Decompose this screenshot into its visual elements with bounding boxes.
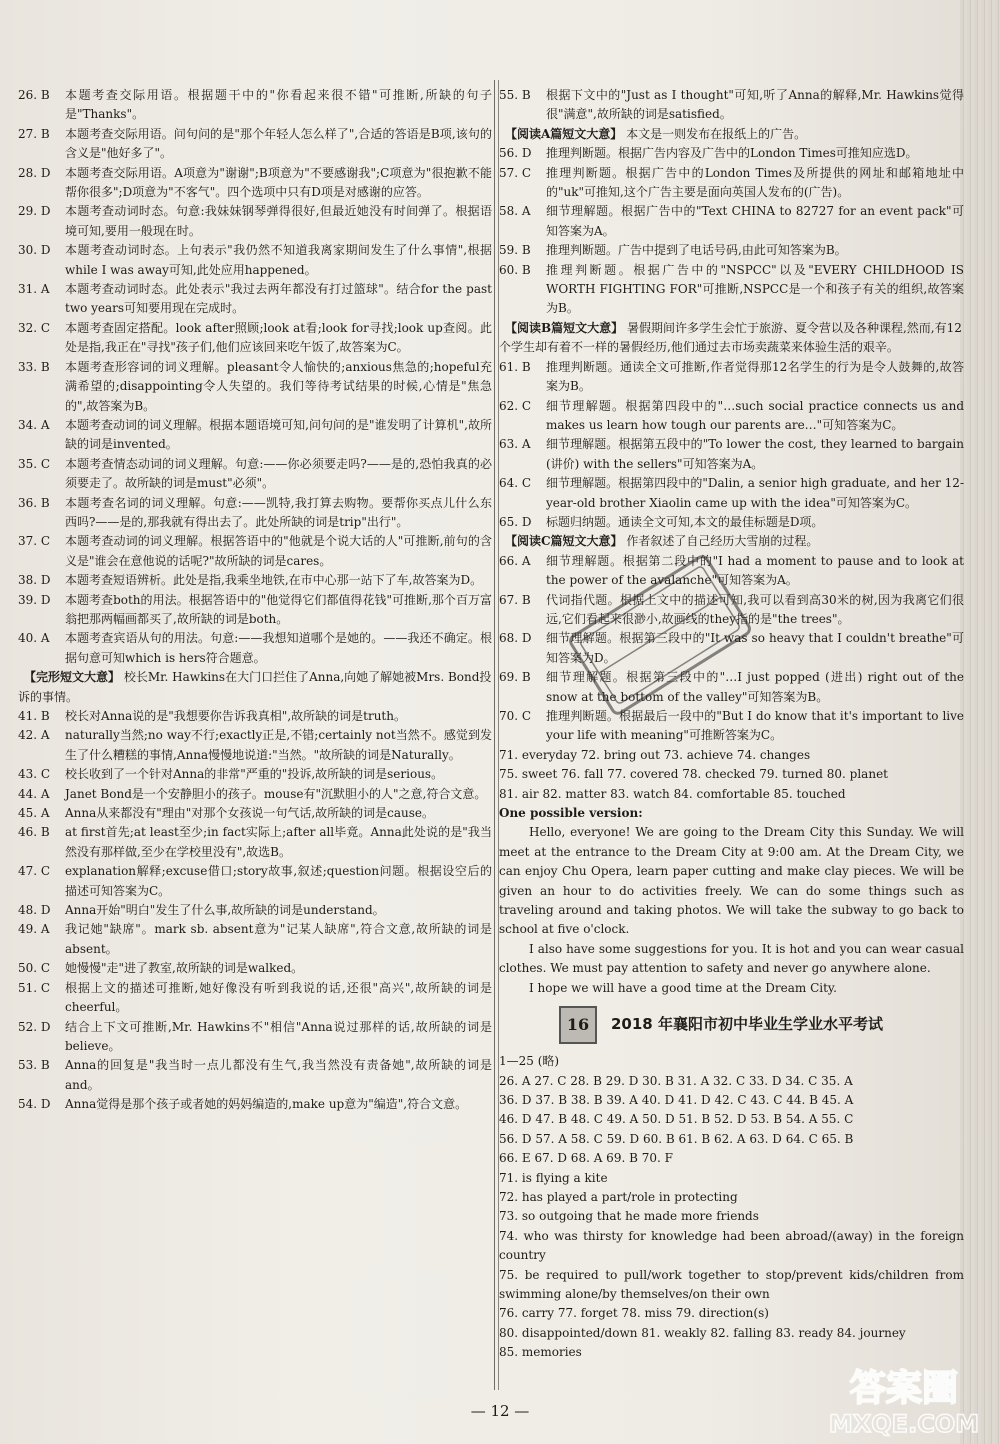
answer-item <box>18 959 492 978</box>
answer-item <box>499 164 964 203</box>
section-label: 【完形短文大意】 <box>24 670 121 685</box>
answer-explanation: 根据上文的描述可推断,她好像没有听到我说的话,还很"高兴",故所缺的词是cheerful。 <box>65 980 492 1015</box>
answer-item <box>18 164 492 203</box>
answer-number: 42. A <box>18 728 50 743</box>
sample-essay <box>499 804 964 998</box>
answer-explanation: 本题考查情态动词的词义理解。句意:——你必须要走吗?——是的,恐怕我真的必须要走了。故所缺的词是must"必须"。 <box>65 456 492 491</box>
answer-explanation: 细节理解题。根据第二段中的"I had a moment to pause and to look at the power of the avalanche"可知答案为A。 <box>546 553 964 588</box>
answer-item <box>499 144 964 163</box>
essay-paragraph: I hope we will have a good time at the Dream City. <box>529 980 837 995</box>
answer-item <box>18 765 492 784</box>
answer-number: 40. A <box>18 631 50 646</box>
answer-item <box>499 241 964 260</box>
answer-number: 27. B <box>18 126 50 141</box>
answer-number: 50. C <box>18 961 51 976</box>
answer-item <box>18 455 492 494</box>
answer-number: 66. A <box>499 553 531 568</box>
answer-item <box>18 862 492 901</box>
answer-number: 41. B <box>18 709 50 723</box>
answer-item <box>499 397 964 436</box>
answer-number: 32. C <box>18 320 51 335</box>
answer-item <box>18 241 492 280</box>
answer-number: 51. C <box>18 980 51 995</box>
word-answer-row: 71. everyday 72. bring out 73. achieve 74. changes <box>499 747 811 762</box>
answer-explanation: 本题考查名词的词义理解。句意:——凯特,我打算去购物。要帮你买点儿什么东西吗?——是的,那我就有得出去了。此处所缺的词是trip"出行"。 <box>65 495 492 529</box>
section-text: 作者叙述了自己经历大雪崩的过程。 <box>626 534 819 549</box>
exam-answer-row: 72. has played a part/role in protecting <box>499 1189 738 1204</box>
answer-explanation: Anna的回复是"我当时一点儿都没有生气,我当然没有责备她",故所缺的词是and。 <box>65 1058 492 1092</box>
answer-number: 54. D <box>18 1097 51 1112</box>
answer-item <box>18 979 492 1018</box>
section-summary <box>499 125 964 144</box>
answer-explanation: 本题考查固定搭配。look after照顾;look at看;look for寻找;look up查阅。此处是指,我正在"寻找"孩子们,他们应该回来吃午饭了,故答案为C。 <box>65 320 492 355</box>
page-number: — 12 — <box>470 1402 530 1420</box>
exam-answer-row: 73. so outgoing that he made more friends <box>499 1209 759 1224</box>
answer-item <box>18 125 492 164</box>
exam-answer-row: 76. carry 77. forget 78. miss 79. direction(s) <box>499 1306 769 1321</box>
answer-explanation: 本题考查动词时态。上句表示"我仍然不知道我离家期间发生了什么事情",根据while I was away可知,此处应用happened。 <box>65 243 492 277</box>
answer-number: 64. C <box>499 476 532 491</box>
answer-item <box>18 319 492 358</box>
answer-number: 36. B <box>18 495 50 510</box>
answer-explanation: 推理判断题。广告中提到了电话号码,由此可知答案为B。 <box>546 243 847 258</box>
essay-paragraph: Hello, everyone! We are going to the Dream City this Sunday. We will meet at the entrance to the Dream City at 9:00 am. At the Dream City, we can enjoy Chu Opera, learn paper cutting and make clay pieces. We will be given an hour to do activities freely. We can do some things such as traveling around and taking photos. We will take the subway to go back to school at five o'clock. <box>499 825 964 937</box>
answer-item <box>499 202 964 241</box>
answer-number: 53. B <box>18 1058 50 1073</box>
answer-explanation: Anna从来都没有"理由"对那个女孩说一句气话,故所缺的词是cause。 <box>65 806 434 821</box>
answer-item <box>18 1056 492 1095</box>
exam-answer-row: 85. memories <box>499 1345 582 1360</box>
answer-number: 43. C <box>18 767 51 782</box>
answer-explanation: 标题归纳题。通读全文可知,本文的最佳标题是D项。 <box>546 514 824 529</box>
answer-number: 68. D <box>499 631 532 646</box>
site-watermark-logo <box>812 1360 992 1440</box>
answer-number: 31. A <box>18 282 50 297</box>
answer-item <box>18 571 492 590</box>
answer-explanation: 校长对Anna说的是"我想要你告诉我真相",故所缺的词是truth。 <box>65 709 406 723</box>
answer-number: 49. A <box>18 922 50 937</box>
answer-explanation: 本题考查交际用语。根据题干中的"你看起来很不错"可推断,所缺的句子是"Thanks"。 <box>65 88 492 122</box>
answer-explanation: 代词指代题。根据上文中的描述可知,我可以看到高30米的树,因为我离它们很远,它们看起来很渺小,故画线的they指的是"the trees"。 <box>546 592 964 626</box>
answer-explanation: 推理判断题。根据广告中的"NSPCC"以及"EVERY CHILDHOOD IS WORTH FIGHTING FOR"可推断,NSPCC是一个和孩子有关的组织,故答案为B。 <box>546 262 964 316</box>
answer-explanation: 根据下文中的"Just as I thought"可知,听了Anna的解释,Mr. Hawkins觉得很"满意",故所缺的词是satisfied。 <box>546 88 964 122</box>
answer-item <box>18 86 492 125</box>
answer-number: 47. C <box>18 864 51 879</box>
answer-number: 55. B <box>499 88 531 102</box>
exam-answer-row: 1—25 (略) <box>499 1054 560 1069</box>
answer-number: 63. A <box>499 437 531 452</box>
answer-item <box>18 629 492 668</box>
answer-item <box>18 1018 492 1057</box>
exam-answer-row: 71. is flying a kite <box>499 1170 608 1185</box>
answer-item <box>18 726 492 765</box>
answer-item <box>18 785 492 804</box>
exam-answer-row: 26. A 27. C 28. B 29. D 30. B 31. A 32. C 33. D 34. C 35. A <box>499 1073 853 1088</box>
answer-number: 65. D <box>499 514 532 529</box>
answer-number: 45. A <box>18 806 50 821</box>
answer-explanation: at first首先;at least至少;in fact实际上;after all毕竟。Anna此处说的是"我当然没有那样做,至少在学校里没有",故选B。 <box>65 825 492 859</box>
exam-answer-row: 80. disappointed/down 81. weakly 82. falling 83. ready 84. journey <box>499 1325 906 1340</box>
answer-explanation: 本题考查动词的词义理解。根据本题语境可知,问句问的是"谁发明了计算机",故所缺的词是invented。 <box>65 417 492 452</box>
answer-explanation: Janet Bond是一个安静胆小的孩子。mouse有"沉默胆小的人"之意,符合文意。 <box>65 786 487 801</box>
answer-number: 44. A <box>18 786 50 801</box>
section-label: 【阅读A篇短文大意】 <box>505 126 623 141</box>
answer-explanation: 细节理解题。根据广告中的"Text CHINA to 82727 for an event pack"可知答案为A。 <box>546 204 964 238</box>
answer-explanation: 本题考查短语辨析。此处是指,我乘坐地铁,在市中心那一站下了车,故答案为D。 <box>65 573 483 588</box>
answer-explanation: explanation解释;excuse借口;story故事,叙述;question问题。根据设空后的描述可知答案为C。 <box>65 864 492 898</box>
answer-item <box>18 358 492 416</box>
answer-explanation: 细节理解题。根据第四段中的"…such social practice connects us and makes us learn how tough our parents are…"可知答案为C。 <box>546 398 964 432</box>
answer-explanation: 结合上下文可推断,Mr. Hawkins不"相信"Anna说过那样的话,故所缺的词是believe。 <box>65 1019 492 1053</box>
exam-answer-row: 66. E 67. D 68. A 69. B 70. F <box>499 1151 673 1166</box>
answer-number: 38. D <box>18 573 51 588</box>
svg-text:MXQE.COM: MXQE.COM <box>828 1410 980 1438</box>
answer-number: 28. D <box>18 165 51 180</box>
answer-number: 60. B <box>499 262 531 277</box>
answer-explanation: 本题考查both的用法。根据答语中的"他觉得它们都值得花钱"可推断,那个百万富翁把那两幅画都买了,故所缺的词是both。 <box>65 592 492 626</box>
answer-number: 57. C <box>499 165 532 180</box>
answer-number: 33. B <box>18 359 50 374</box>
answer-item <box>18 416 492 455</box>
answer-explanation: 推理判断题。通读全文可推断,作者觉得那12名学生的行为是令人鼓舞的,故答案为B。 <box>546 359 964 394</box>
answer-explanation: 本题考查交际用语。A项意为"谢谢";B项意为"不要感谢我";C项意为"很抱歉不能帮你很多";D项意为"不客气"。四个选项中只有D项是对感谢的应答。 <box>65 165 492 200</box>
answer-explanation: 推理判断题。根据广告内容及广告中的London Times可推知应选D。 <box>546 146 918 161</box>
exam-answer-row: 46. D 47. B 48. C 49. A 50. D 51. B 52. D 53. B 54. A 55. C <box>499 1112 854 1127</box>
exam-header <box>559 1006 964 1044</box>
answer-item <box>18 804 492 823</box>
section-text: 校长Mr. Hawkins在大门口拦住了Anna,向她了解她被Mrs. Bond投诉的事情。 <box>18 670 492 704</box>
answer-item <box>18 920 492 959</box>
answer-number: 69. B <box>499 670 531 685</box>
answer-explanation: 细节理解题。根据第三段中的"…I just popped (进出) right out of the snow at the bottom of the valley"可知答案为B。 <box>546 670 964 704</box>
answer-item <box>18 823 492 862</box>
answer-number: 52. D <box>18 1019 51 1034</box>
answer-explanation: 细节理解题。根据第五段中的"To lower the cost, they learned to bargain (讲价) with the sellers"可知答案为A。 <box>546 437 964 471</box>
left-column <box>18 86 492 1115</box>
answer-explanation: 本题考查交际用语。问句问的是"那个年轻人怎么样了",合适的答语是B项,该句的含义是"他好多了"。 <box>65 126 492 161</box>
answer-item <box>18 1095 492 1114</box>
answer-explanation: 细节理解题。根据第三段中的"It was so heavy that I couldn't breathe"可知答案为D。 <box>546 631 964 665</box>
answer-explanation: Anna觉得是那个孩子或者她的妈妈编造的,make up意为"编造",符合文意。 <box>65 1097 468 1112</box>
answer-number: 35. C <box>18 456 51 471</box>
answer-item <box>18 707 492 726</box>
answer-number: 46. B <box>18 825 50 840</box>
word-answer-row: 81. air 82. matter 83. watch 84. comfortable 85. touched <box>499 786 846 801</box>
answer-item <box>18 901 492 920</box>
page-binding-edge <box>960 0 1000 1444</box>
answer-number: 70. C <box>499 709 532 723</box>
column-divider <box>494 80 495 1390</box>
answer-explanation: 她慢慢"走"进了教室,故所缺的词是walked。 <box>65 961 304 976</box>
answer-number: 34. A <box>18 417 50 432</box>
section-summary <box>499 319 964 358</box>
answer-number: 59. B <box>499 243 531 258</box>
section-summary <box>18 668 492 707</box>
answer-item <box>499 358 964 397</box>
answer-number: 58. A <box>499 204 531 219</box>
section-label: 【阅读B篇短文大意】 <box>505 320 624 335</box>
answer-number: 67. B <box>499 592 531 607</box>
answer-explanation: 本题考查动词的词义理解。根据答语中的"他就是个说大话的人"可推断,前句的含义是"谁会在意他说的话呢?"故所缺的词是cares。 <box>65 534 492 568</box>
answer-number: 56. D <box>499 146 532 161</box>
exam-answer-row: 36. D 37. B 38. B 39. A 40. D 41. D 42. C 43. C 44. B 45. A <box>499 1092 854 1107</box>
answer-number: 48. D <box>18 903 51 918</box>
answer-item <box>499 435 964 474</box>
answer-number: 37. C <box>18 534 51 549</box>
answer-number: 30. D <box>18 243 51 258</box>
answer-explanation: 本题考查动词时态。此处表示"我过去两年都没有打过篮球"。结合for the past two years可知要用现在完成时。 <box>65 282 492 316</box>
essay-paragraph: I also have some suggestions for you. It is hot and you can wear casual clothes. We must pay attention to safety and never go anywhere alone. <box>499 941 964 976</box>
exam-answer-row: 74. who was thirsty for knowledge had been abroad/(away) in the foreign country <box>499 1228 964 1263</box>
section-text: 本文是一则发布在报纸上的广告。 <box>626 126 807 141</box>
exam-answer-row: 56. D 57. A 58. C 59. D 60. B 61. B 62. A 63. D 64. C 65. B <box>499 1131 854 1146</box>
answer-number: 61. B <box>499 359 531 374</box>
exam-number-badge: 16 <box>559 1006 597 1044</box>
word-answer-row: 75. sweet 76. fall 77. covered 78. checked 79. turned 80. planet <box>499 767 888 782</box>
answer-explanation: 推理判断题。根据最后一段中的"But I do know that it's important to live your life with meaning"可推断答案为C。 <box>546 709 964 743</box>
answer-item <box>499 513 964 532</box>
answer-explanation: 本题考查形容词的词义理解。pleasant令人愉快的;anxious焦急的;hopeful充满希望的;disappointing令人失望的。我们等待考试结果的时候,心情是"焦急的",故答案为B。 <box>65 359 492 413</box>
svg-text:答案圈: 答案圈 <box>849 1368 959 1409</box>
answer-number: 62. C <box>499 398 532 413</box>
exam-title: 2018 年襄阳市初中毕业生学业水平考试 <box>611 1015 883 1034</box>
answer-item <box>18 280 492 319</box>
answer-item <box>18 202 492 241</box>
answer-explanation: naturally当然;no way不行;exactly正是,不错;certainly not当然不。感觉到发生了什么糟糕的事情,Anna慢慢地说道:"当然。"故所缺的词是Naturally。 <box>65 728 492 762</box>
answer-number: 39. D <box>18 592 51 607</box>
answer-explanation: 本题考查宾语从句的用法。句意:——我想知道哪个是她的。——我还不确定。根据句意可知which is hers符合题意。 <box>65 631 492 665</box>
answer-item <box>18 532 492 571</box>
answer-item <box>499 261 964 319</box>
answer-number: 29. D <box>18 204 51 219</box>
answer-explanation: 校长收到了一个针对Anna的非常"严重的"投诉,故所缺的词是serious。 <box>65 767 444 782</box>
section-text: 暑假期间许多学生会忙于旅游、夏令营以及各种课程,然而,有12个学生却有着不一样的暑假经历,他们通过去市场卖蔬菜来体验生活的艰辛。 <box>499 320 962 355</box>
essay-title: One possible version: <box>499 806 643 821</box>
answer-item <box>499 86 964 125</box>
answer-item <box>18 494 492 533</box>
answer-number: 26. B <box>18 88 50 102</box>
answer-explanation: Anna开始"明白"发生了什么事,故所缺的词是understand。 <box>65 903 385 918</box>
exam-answer-row: 75. be required to pull/work together to stop/prevent kids/children from swimming alone/by themselves/on their own <box>499 1267 964 1301</box>
examiner-stamp-icon <box>560 540 760 730</box>
answer-item <box>499 474 964 513</box>
answer-item <box>18 591 492 630</box>
answer-explanation: 细节理解题。根据第四段中的"Dalin, a senior high graduate, and her 12-year-old brother Xiaolin came up with the idea"可知答案为C。 <box>546 476 964 510</box>
answer-explanation: 推理判断题。根据广告中的London Times及所提供的网址和邮箱地址中的"uk"可推知,这个广告主要是面向英国人发布的(广告)。 <box>546 165 964 200</box>
section-label: 【阅读C篇短文大意】 <box>505 534 623 549</box>
answer-explanation: 我记她"缺席"。mark sb. absent意为"记某人缺席",符合文意,故所缺的词是absent。 <box>65 922 492 956</box>
answer-explanation: 本题考查动词时态。句意:我妹妹钢琴弹得很好,但最近她没有时间弹了。根据语境可知,要用一般现在时。 <box>65 204 492 238</box>
